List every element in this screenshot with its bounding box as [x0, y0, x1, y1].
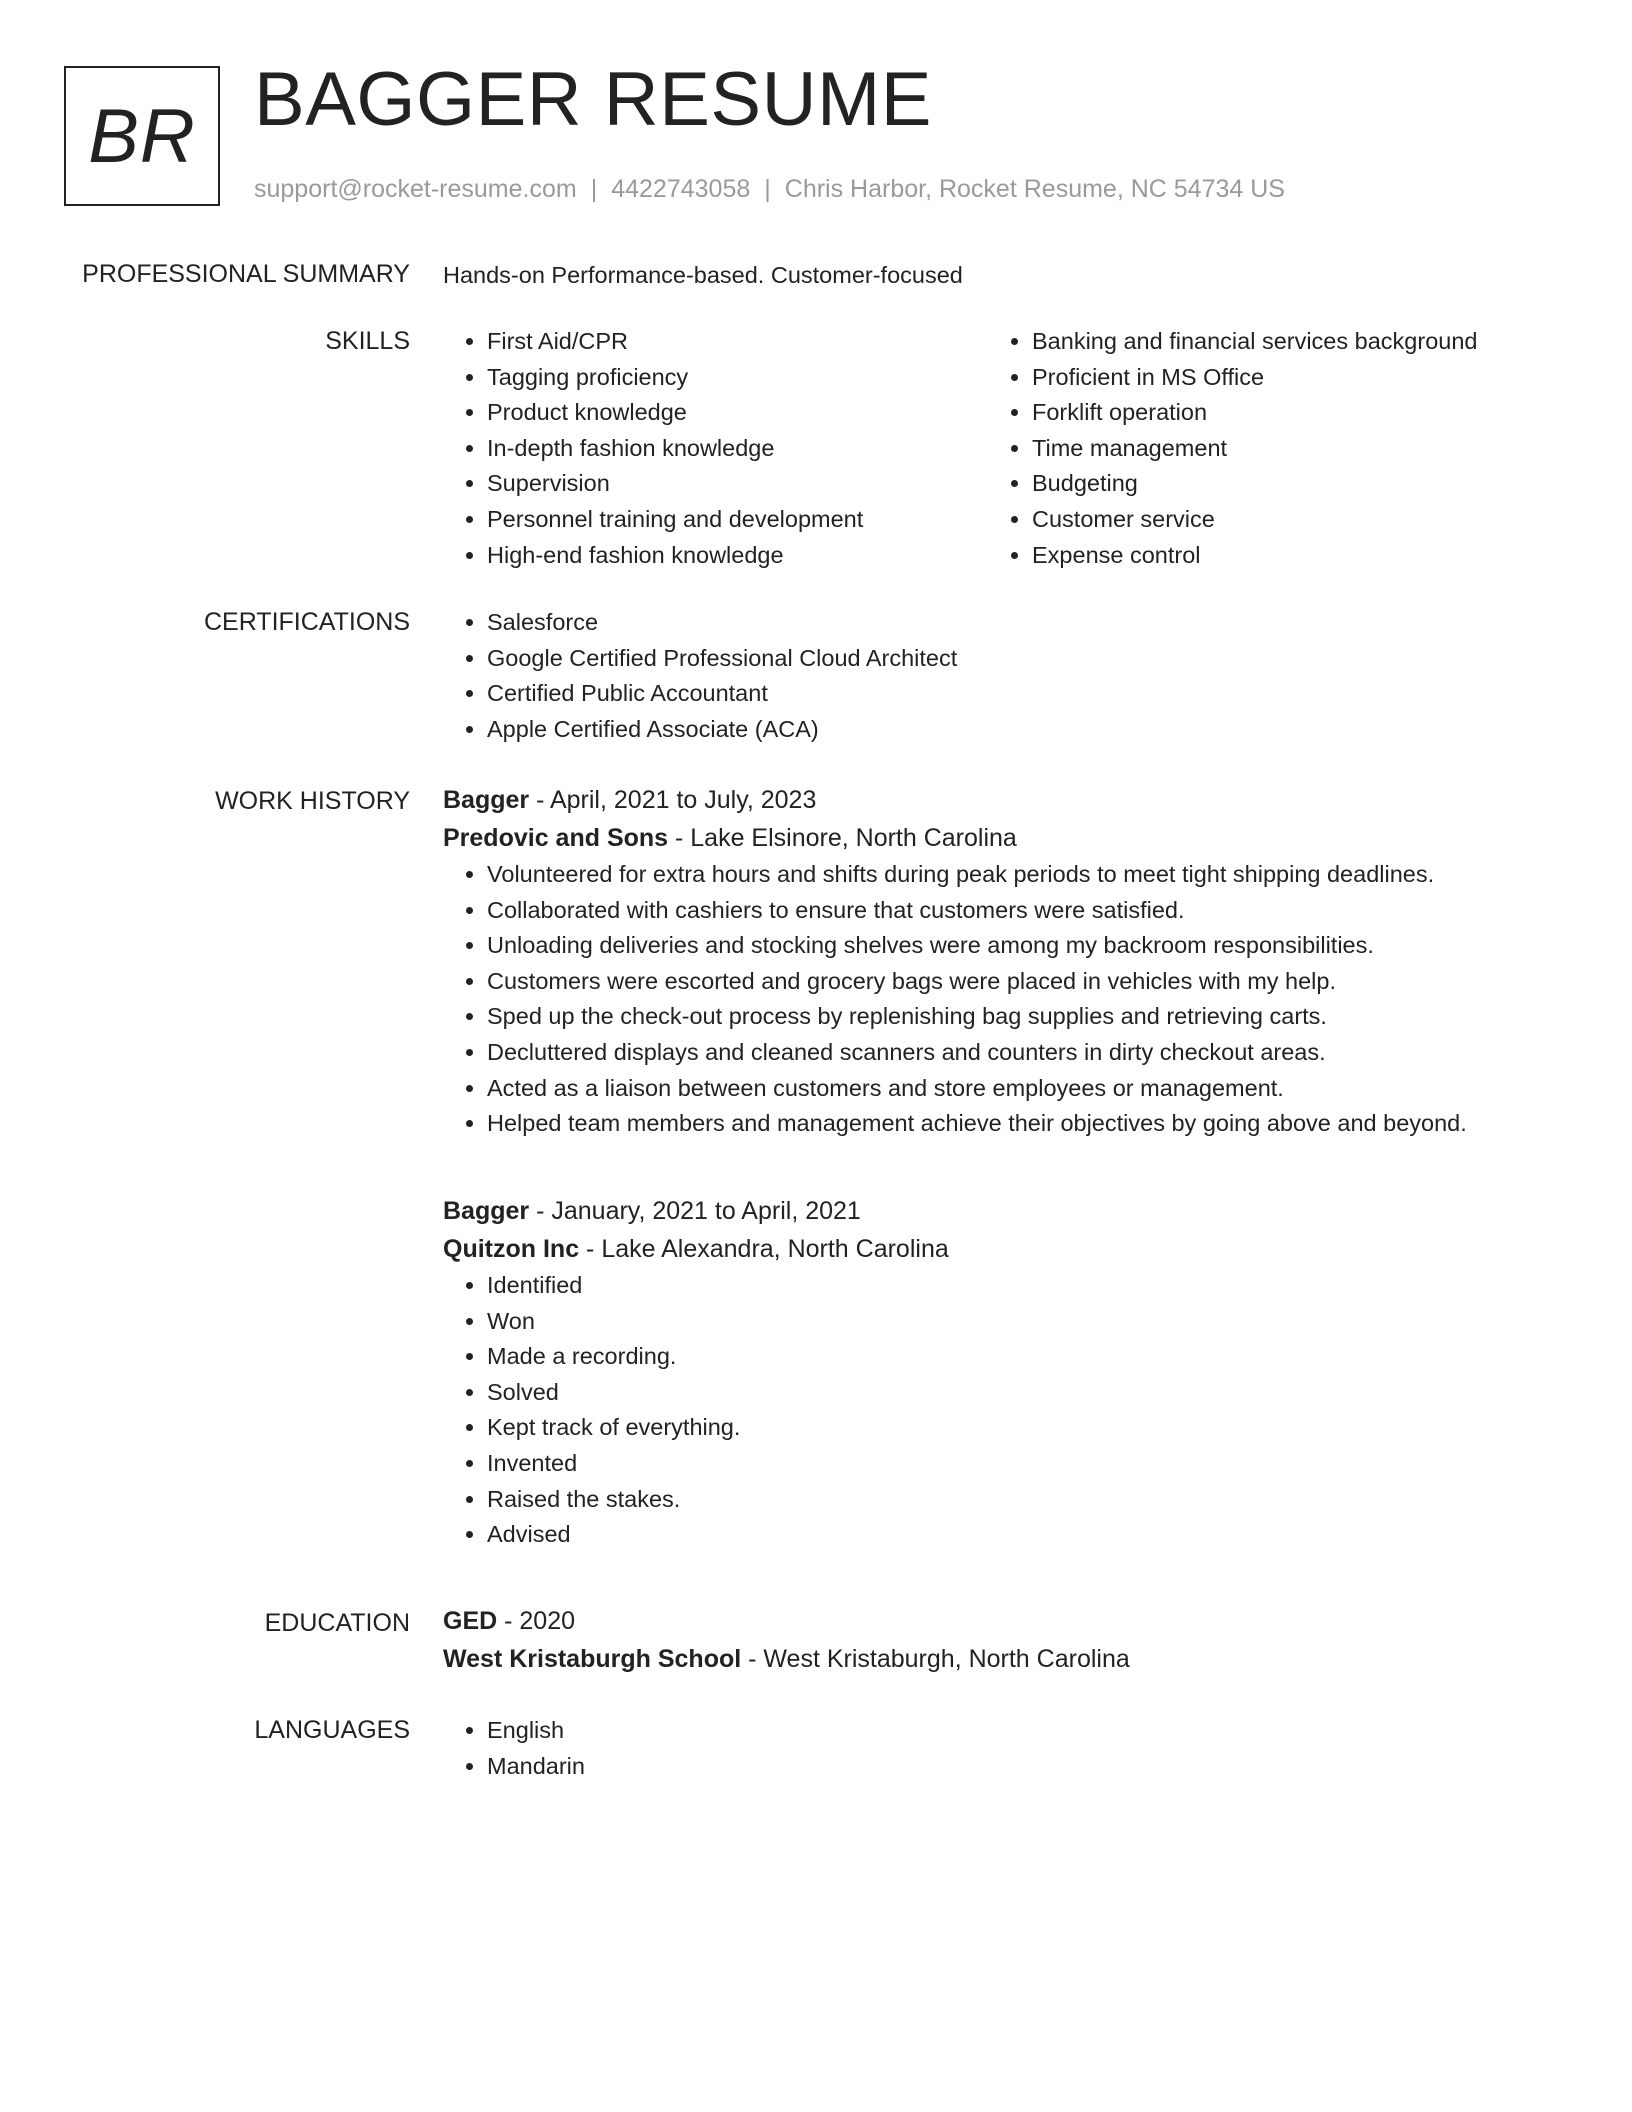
skills-label: SKILLS	[325, 327, 410, 355]
job-duties-list	[443, 1268, 949, 1553]
languages-section	[443, 1713, 585, 1784]
job-dates: - April, 2021 to July, 2023	[529, 786, 817, 814]
education-section	[443, 1603, 1130, 1678]
education-degree: GED	[443, 1607, 498, 1635]
job-duty-item: • Customers were escorted and grocery bags were placed in vehicles with my help.	[487, 964, 1467, 1000]
skill-item: • First Aid/CPR	[487, 324, 988, 360]
education-label: EDUCATION	[264, 1609, 410, 1637]
job-dates: - January, 2021 to April, 2021	[529, 1197, 861, 1225]
summary-text: Hands-on Performance-based. Customer-focused	[443, 262, 963, 288]
job-company: Quitzon Inc	[443, 1234, 580, 1263]
skills-grid	[443, 324, 1553, 573]
education-school-line	[443, 1641, 1130, 1679]
skills-list-left	[443, 324, 988, 573]
skill-item: • Expense control	[1032, 538, 1533, 574]
job-company: Predovic and Sons	[443, 823, 669, 852]
language-item: • Mandarin	[487, 1749, 585, 1785]
job-duty-item: • Collaborated with cashiers to ensure that customers were satisfied.	[487, 893, 1467, 929]
education-location: - West Kristaburgh, North Carolina	[741, 1644, 1130, 1673]
monogram-badge: BR	[64, 66, 220, 206]
job-duty-item: • Identified	[487, 1268, 949, 1304]
job-duty-item: • Volunteered for extra hours and shifts during peak periods to meet tight shipping deadlines.	[487, 857, 1467, 893]
job-entry	[443, 782, 1467, 1142]
skill-item: • Customer service	[1032, 502, 1533, 538]
education-year: - 2020	[497, 1607, 576, 1635]
job-title: Bagger	[443, 1197, 530, 1225]
certifications-list	[443, 605, 957, 747]
skill-item: • Time management	[1032, 431, 1533, 467]
skill-item: • Banking and financial services background	[1032, 324, 1533, 360]
certifications-label: CERTIFICATIONS	[203, 608, 410, 636]
skill-item: • High-end fashion knowledge	[487, 538, 988, 574]
certification-item: • Salesforce	[487, 605, 957, 641]
job-entry	[443, 1193, 949, 1553]
skills-list-right	[988, 324, 1533, 573]
skill-item: • Proficient in MS Office	[1032, 360, 1533, 396]
skill-item: • Supervision	[487, 466, 988, 502]
job-title: Bagger	[443, 786, 530, 814]
summary-label: PROFESSIONAL SUMMARY	[82, 260, 410, 288]
skill-item: • Forklift operation	[1032, 395, 1533, 431]
job-company-line	[443, 1231, 949, 1269]
job-duty-item: • Made a recording.	[487, 1339, 949, 1375]
job-duty-item: • Helped team members and management achieve their objectives by going above and beyond.	[487, 1106, 1467, 1142]
contact-email: support@rocket-resume.com	[254, 175, 577, 203]
contact-separator: |	[764, 175, 771, 203]
languages-list	[443, 1713, 585, 1784]
job-location: - Lake Alexandra, North Carolina	[579, 1234, 949, 1263]
job-duty-item: • Acted as a liaison between customers and store employees or management.	[487, 1071, 1467, 1107]
languages-label: LANGUAGES	[254, 1716, 410, 1744]
job-company-line	[443, 820, 1467, 858]
skill-item: • Personnel training and development	[487, 502, 988, 538]
resume-name: BAGGER RESUME	[254, 57, 932, 142]
certifications-section	[443, 605, 957, 747]
job-duty-item: • Solved	[487, 1375, 949, 1411]
job-title-line	[443, 1193, 949, 1231]
job-duty-item: • Decluttered displays and cleaned scanners and counters in dirty checkout areas.	[487, 1035, 1467, 1071]
contact-address: Chris Harbor, Rocket Resume, NC 54734 US	[784, 175, 1285, 203]
job-duty-item: • Invented	[487, 1446, 949, 1482]
contact-phone: 4422743058	[611, 175, 751, 203]
job-title-line	[443, 782, 1467, 820]
job-duty-item: • Sped up the check-out process by replenishing bag supplies and retrieving carts.	[487, 999, 1467, 1035]
skills-column-left	[443, 324, 988, 573]
skill-item: • In-depth fashion knowledge	[487, 431, 988, 467]
job-duty-item: • Advised	[487, 1517, 949, 1553]
contact-line	[254, 174, 1285, 204]
certification-item: • Google Certified Professional Cloud Architect	[487, 641, 957, 677]
job-duty-item: • Raised the stakes.	[487, 1482, 949, 1518]
education-school: West Kristaburgh School	[443, 1644, 742, 1673]
skill-item: • Budgeting	[1032, 466, 1533, 502]
work-history-label: WORK HISTORY	[215, 787, 410, 815]
skill-item: • Product knowledge	[487, 395, 988, 431]
job-duty-item: • Kept track of everything.	[487, 1410, 949, 1446]
job-duty-item: • Unloading deliveries and stocking shelves were among my backroom responsibilities.	[487, 928, 1467, 964]
language-item: • English	[487, 1713, 585, 1749]
skills-section	[443, 324, 1553, 573]
education-degree-line	[443, 1603, 1130, 1641]
certification-item: • Apple Certified Associate (ACA)	[487, 712, 957, 748]
skills-column-right	[988, 324, 1533, 573]
summary-section	[443, 260, 963, 290]
contact-separator: |	[590, 175, 598, 203]
job-location: - Lake Elsinore, North Carolina	[668, 823, 1017, 852]
job-duties-list	[443, 857, 1467, 1142]
skill-item: • Tagging proficiency	[487, 360, 988, 396]
job-duty-item: • Won	[487, 1304, 949, 1340]
certification-item: • Certified Public Accountant	[487, 676, 957, 712]
